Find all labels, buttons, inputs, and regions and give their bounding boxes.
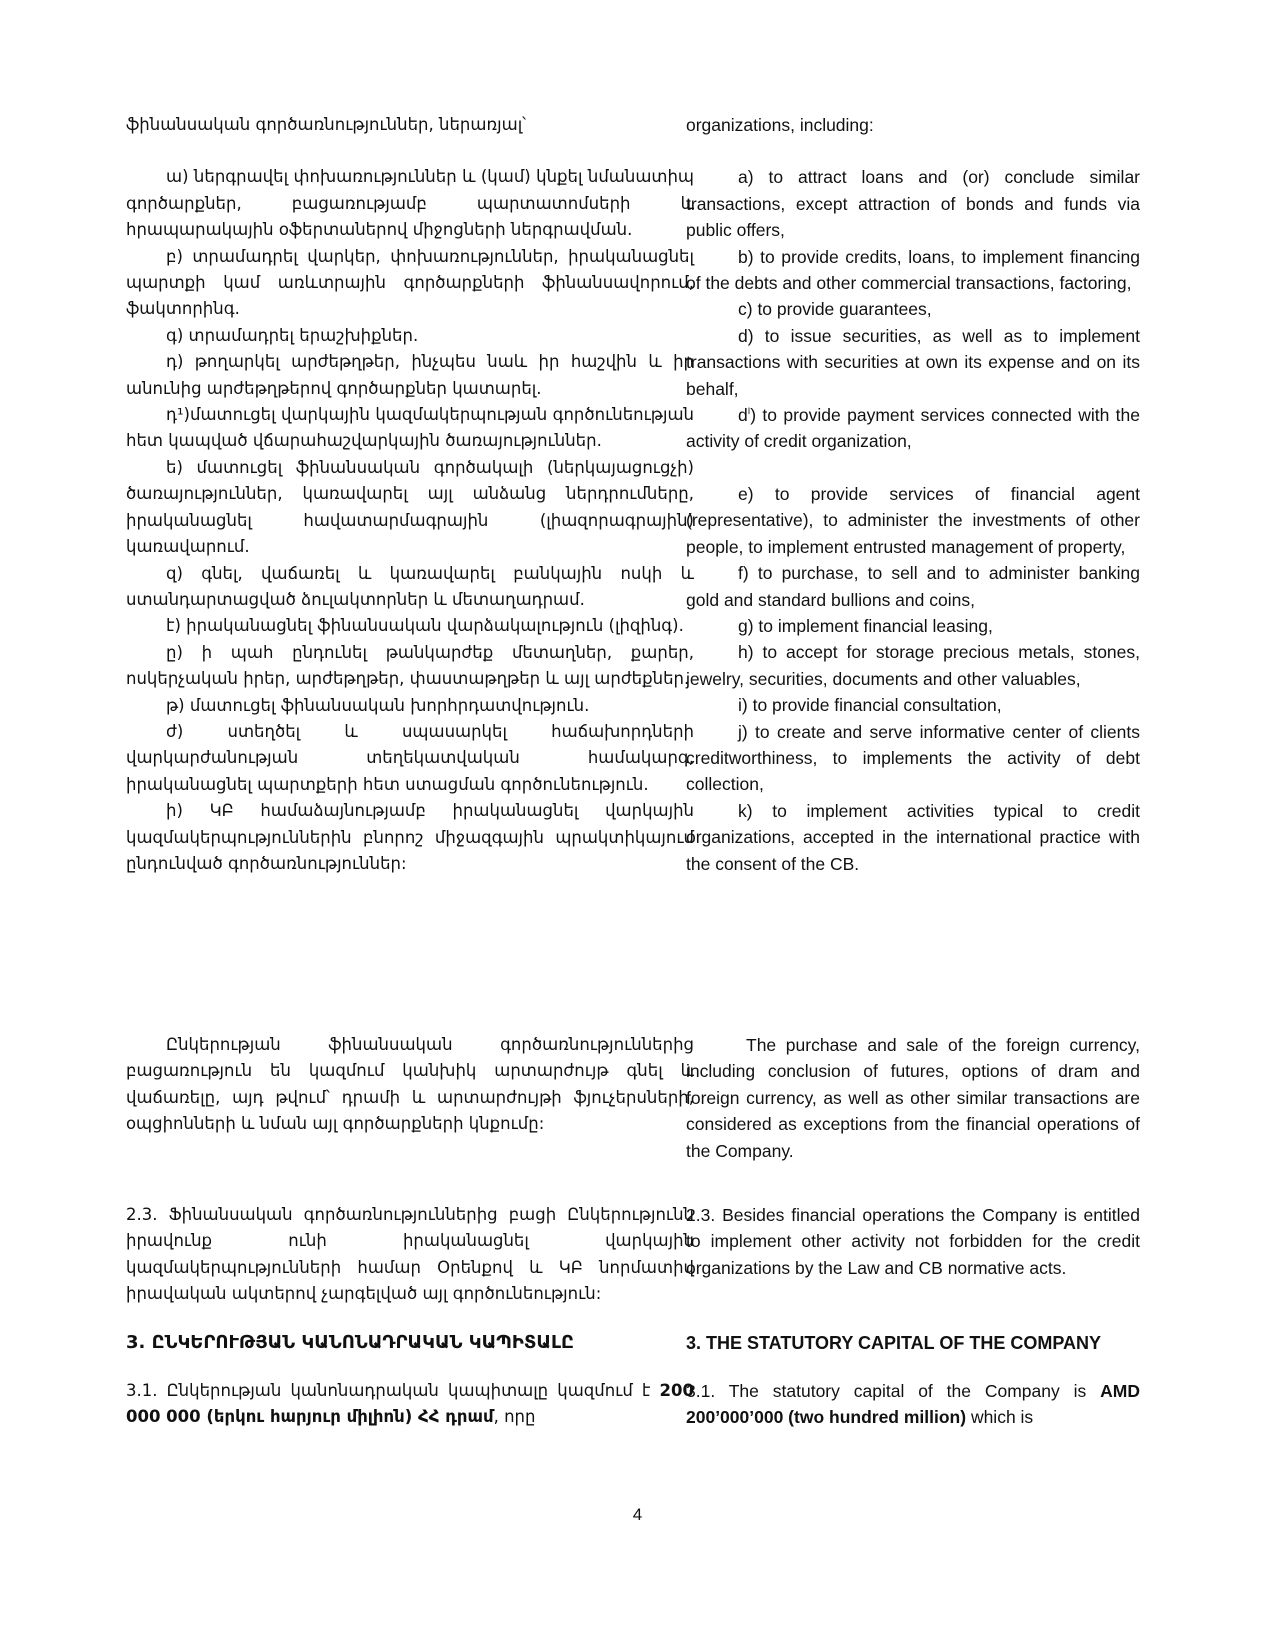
armenian-item-e: ե) մատուցել ֆինանսական գործակալի (ներկայացուցչի) ծառայություններ, կառավարել այլ անձանց ներդրումները, իրականացնել հավատարմագրային (լիազորագրային) կառավարում.: [126, 457, 694, 557]
english-section-3-heading: 3. THE STATUTORY CAPITAL OF THE COMPANY: [686, 1333, 1102, 1353]
english-paragraph-2-3: 2.3. Besides financial operations the Company is entitled to implement other activity not forbidden for the credit organizations by the Law and CB normative acts.: [686, 1205, 1140, 1278]
armenian-item-d: դ) թողարկել արժեթղթեր, ինչպես նաև իր հաշվին և իր անունից արժեթղթերով գործարքներ կատարել.: [126, 352, 694, 398]
english-paragraph-3-1: [686, 1378, 1140, 1431]
english-item-f: f) to purchase, to sell and to administer banking gold and standard bullions and coins,: [686, 563, 1140, 610]
armenian-item-t: թ) մատուցել ֆինանսական խորհրդատվություն.: [166, 695, 590, 715]
armenian-item-d1: դ¹)մատուցել վարկային կազմակերպության գործունեության հետ կապված վճարահաշվարկային ծառայություններ.: [126, 405, 694, 451]
armenian-item-i: ի) ԿԲ համաձայնությամբ իրականացնել վարկային կազմակերպություններին բնորոշ միջազգային պրակտիկայում ընդունված գործառնություններ:: [126, 801, 694, 873]
armenian-paragraph-3-1: [126, 1378, 694, 1431]
english-item-k: k) to implement activities typical to credit organizations, accepted in the international practice with the consent of the CB.: [686, 800, 1140, 874]
english-item-d1-text: ) to provide payment services connected with the activity of credit organization,: [686, 405, 1140, 452]
english-item-d1-superscript: I: [747, 406, 751, 417]
english-item-h: h) to accept for storage precious metals, stones, jewelry, securities, documents and other valuables,: [686, 642, 1140, 689]
english-item-d: d) to issue securities, as well as to implement transactions with securities at own its expense and on its behalf,: [686, 325, 1140, 399]
english-intro: organizations, including:: [686, 115, 874, 135]
armenian-item-z: զ) գնել, վաճառել և կառավարել բանկային ոսկի և ստանդարտացված ձուլակտորներ և մետաղադրամ.: [126, 563, 694, 609]
armenian-item-y: ը) ի պահ ընդունել թանկարժեք մետաղներ, քարեր, ոսկերչական իրեր, արժեթղթեր, փաստաթղթեր և այլ արժեքներ.: [126, 642, 694, 689]
english-3-1-text: 3.1. The statutory capital of the Company is: [686, 1381, 1101, 1401]
armenian-3-1-text: 3.1. Ընկերության կանոնադրական կապիտալը կազմում է: [126, 1381, 651, 1400]
english-item-b: b) to provide credits, loans, to implement financing of the debts and other commercial transactions, factoring,: [686, 246, 1140, 294]
armenian-intro: ֆինանսական գործառնություններ, ներառյալ՝: [126, 115, 527, 134]
english-item-d1-letter: d: [738, 405, 748, 426]
armenian-item-b: բ) տրամադրել վարկեր, փոխառություններ, իրականացնել պարտքի կամ առևտրային գործարքների ֆինանսավորում, ֆակտորինգ.: [126, 246, 694, 319]
armenian-exception-paragraph: Ընկերության ֆինանսական գործառնություններից բացառություն են կազմում կանխիկ արտարժույթ գնել և վաճառելը, այդ թվում՝ դրամի և արտարժույթի ֆյուչերսների, օպցիոնների և նման այլ գործարքների կնքումը:: [126, 1035, 694, 1134]
english-item-g: g) to implement financial leasing,: [738, 615, 993, 636]
english-item-e: e) to provide services of financial agent (representative), to administer the investments of other people, to implement entrusted management of property,: [686, 483, 1140, 557]
english-item-d1: [686, 402, 1140, 455]
armenian-item-a: ա) ներգրավել փոխառություններ և (կամ) կնքել նմանատիպ գործարքներ, բացառությամբ պարտատոմսերի և հրապարակային օֆերտաներով միջոցների ներգրավման.: [126, 167, 694, 240]
armenian-section-3-heading: 3. ԸՆԿԵՐՈՒԹՅԱՆ ԿԱՆՈՆԱԴՐԱԿԱՆ ԿԱՊԻՏԱԼԸ: [126, 1332, 574, 1353]
english-3-1-amount: AMD 200’000’000 (two hundred million): [686, 1381, 1140, 1428]
page-number: 4: [632, 1505, 643, 1524]
english-item-i: i) to provide financial consultation,: [738, 695, 1002, 716]
english-3-1-end: which is: [966, 1407, 1034, 1428]
armenian-column: [126, 112, 694, 877]
armenian-paragraph-2-3: 2.3. Ֆինանսական գործառնություններից բացի Ընկերությունն իրավունք ունի իրականացնել վարկային կազմակերպությունների համար Օրենքով և ԿԲ նորմատիվ իրավական ակտերով չարգելված այլ գործունեություն:: [126, 1205, 694, 1304]
english-exception-paragraph: The purchase and sale of the foreign currency, including conclusion of futures, options of dram and foreign currency, as well as other similar transactions are considered as exceptions from the financial operations of the Company.: [686, 1035, 1140, 1161]
armenian-item-zh: ժ) ստեղծել և սպասարկել հաճախորդների վարկարժանության տեղեկատվական համակարգ, իրականացնել պարտքերի հետ ստացման գործունեություն.: [126, 721, 694, 794]
armenian-item-e2: է) իրականացնել ֆինանսական վարձակալություն (լիզինգ).: [166, 616, 684, 636]
armenian-item-g: գ) տրամադրել երաշխիքներ.: [166, 325, 419, 345]
english-item-j: j) to create and serve informative center of clients creditworthiness, to implements the activity of debt collection,: [686, 721, 1140, 795]
english-item-a: a) to attract loans and (or) conclude similar transactions, except attraction of bonds and funds via public offers,: [686, 167, 1140, 241]
english-item-c: c) to provide guarantees,: [738, 299, 932, 320]
armenian-3-1-amount: 200 000 000 (երկու հարյուր միլիոն) ՀՀ դրամ: [126, 1381, 694, 1427]
armenian-3-1-end: , որը: [493, 1407, 536, 1427]
english-column: [686, 112, 1140, 877]
